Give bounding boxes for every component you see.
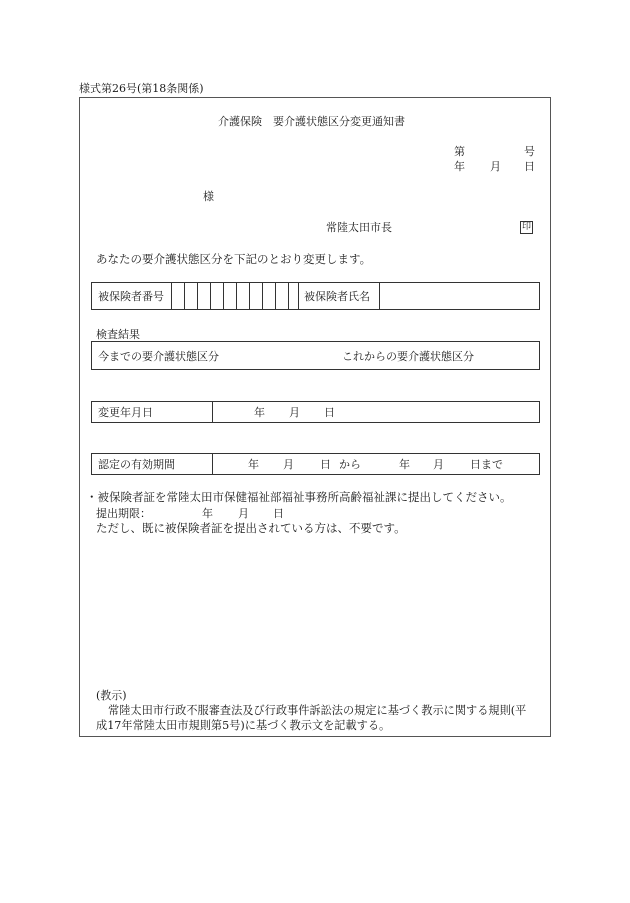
validity-from-day: 日 xyxy=(320,458,331,471)
issuer-name: 常陸太田市長 xyxy=(326,221,392,234)
issue-date-day: 日 xyxy=(524,160,535,173)
deadline-day: 日 xyxy=(273,507,284,520)
validity-to-day-until: 日まで xyxy=(470,458,503,471)
validity-to-month: 月 xyxy=(433,458,444,471)
new-care-level-label: これからの要介護状態区分 xyxy=(342,349,474,363)
validity-from-year: 年 xyxy=(248,458,259,471)
exemption-note: ただし、既に被保険者証を提出されている方は、不要です。 xyxy=(96,521,406,535)
instruction-line1: 常陸太田市行政不服審査法及び行政事件訴訟法の規定に基づく教示に関する規則(平 xyxy=(108,704,527,717)
document-title: 介護保険 要介護状態区分変更通知書 xyxy=(218,115,405,128)
deadline-year: 年 xyxy=(202,507,213,520)
doc-number-suffix: 号 xyxy=(524,145,535,158)
change-date-label: 変更年月日 xyxy=(98,406,153,419)
validity-table xyxy=(91,453,540,475)
inspection-heading: 検査結果 xyxy=(96,328,140,341)
deadline-label: 提出期限： xyxy=(96,507,151,520)
insured-number-label: 被保険者番号 xyxy=(98,290,164,303)
insured-table xyxy=(91,282,540,310)
validity-to-year: 年 xyxy=(399,458,410,471)
recipient-suffix: 様 xyxy=(203,190,214,203)
change-date-day: 日 xyxy=(324,406,335,419)
seal-mark: 印 xyxy=(521,222,531,232)
submission-note: ・被保険者証を常陸太田市保健福祉部福祉事務所高齢福祉課に提出してください。 xyxy=(86,490,512,504)
change-date-table xyxy=(91,401,540,423)
validity-from-word: から xyxy=(339,458,361,471)
instruction-heading: (教示) xyxy=(96,689,127,702)
change-date-month: 月 xyxy=(289,406,300,419)
change-date-year: 年 xyxy=(254,406,265,419)
issue-date-year: 年 xyxy=(454,160,465,173)
inspection-table xyxy=(91,341,540,370)
validity-label: 認定の有効期間 xyxy=(98,458,175,471)
validity-from-month: 月 xyxy=(283,458,294,471)
previous-care-level-label: 今までの要介護状態区分 xyxy=(98,349,219,363)
insured-name-label: 被保険者氏名 xyxy=(304,290,370,303)
instruction-line2: 成17年常陸太田市規則第5号)に基づく教示文を記載する。 xyxy=(96,719,391,732)
deadline-month: 月 xyxy=(238,507,249,520)
intro-text: あなたの要介護状態区分を下記のとおり変更します。 xyxy=(96,252,372,266)
doc-number-prefix: 第 xyxy=(454,145,465,158)
form-number: 様式第26号(第18条関係) xyxy=(79,82,204,95)
issue-date-month: 月 xyxy=(490,160,501,173)
